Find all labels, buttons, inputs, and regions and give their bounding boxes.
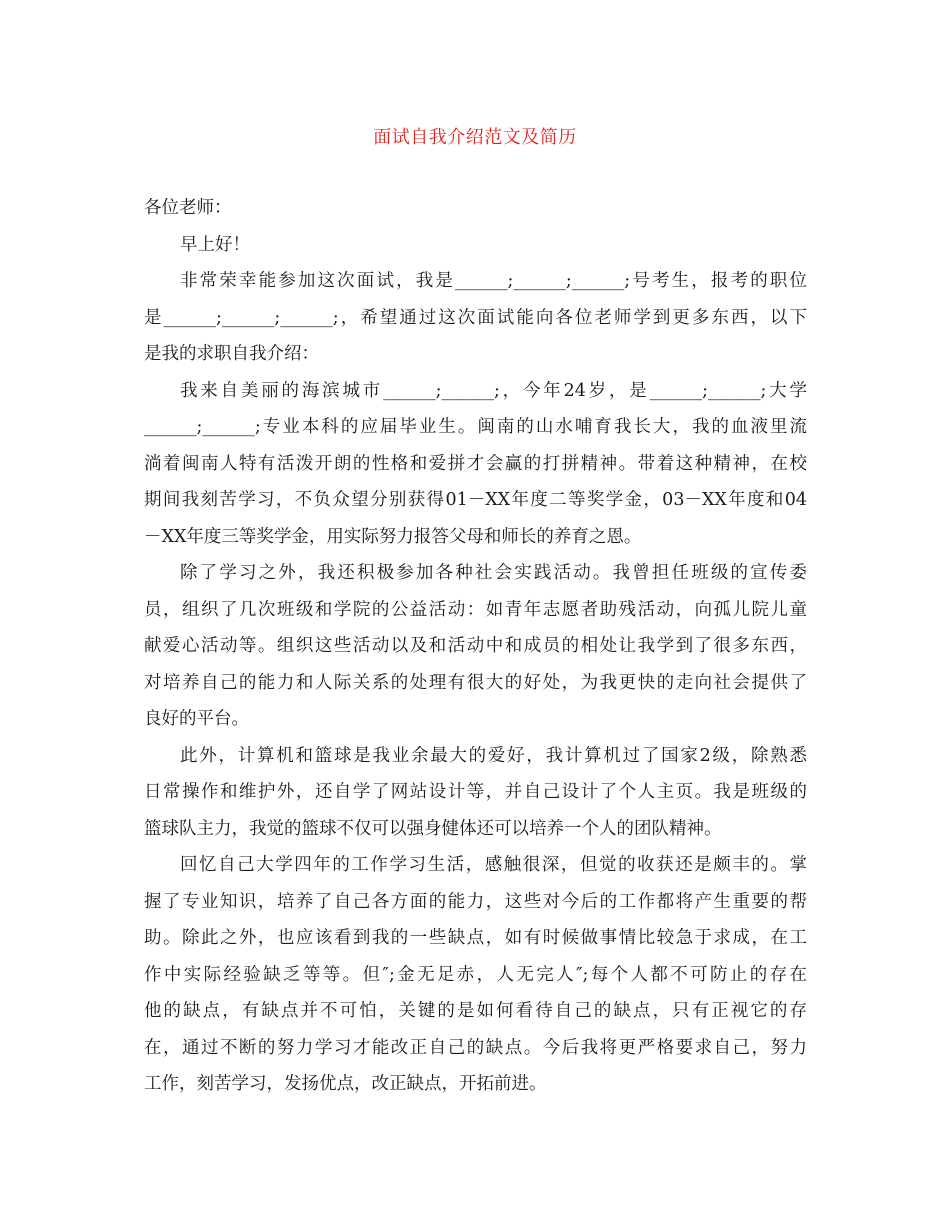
text-line: 回忆自己大学四年的工作学习生活，感触很深，但觉的收获还是颇丰的。掌 (180, 855, 807, 875)
text-line: 是______;______;______;，希望通过这次面试能向各位老师学到更多东西，以下 (144, 307, 807, 328)
text-line: 期间我刻苦学习，不负众望分别获得01－XX年度二等奖学金，03－XX年度和04 (144, 490, 807, 510)
document-body (144, 194, 807, 1107)
text-line: 淌着闽南人特有活泼开朗的性格和爱拼才会赢的打拼精神。带着这种精神，在校 (144, 453, 807, 474)
text-line: 握了专业知识，培养了自己各方面的能力，这些对今后的工作都将产生重要的帮 (144, 891, 807, 912)
text-line: 他的缺点，有缺点并不可怕，关键的是如何看待自己的缺点，只有正视它的存 (144, 1001, 807, 1021)
text-line: 工作，刻苦学习，发扬优点，改正缺点，开拓前进。 (144, 1074, 547, 1094)
text-line: 员，组织了几次班级和学院的公益活动：如青年志愿者助残活动，向孤儿院儿童 (144, 599, 807, 620)
text-line: －XX年度三等奖学金，用实际努力报答父母和师长的养育之恩。 (144, 526, 642, 547)
text-line: 在，通过不断的努力学习才能改正自己的缺点。今后我将更严格要求自己，努力 (144, 1037, 807, 1058)
text-line: 日常操作和维护外，还自学了网站设计等，并自己设计了个人主页。我是班级的 (144, 782, 807, 802)
document-title: 面试自我介绍范文及简历 (373, 127, 577, 148)
text-line: 助。除此之外，也应该看到我的一些缺点，如有时候做事情比较急于求成，在工 (144, 928, 807, 948)
text-line: 是我的求职自我介绍： (144, 344, 319, 364)
text-line: 献爱心活动等。组织这些活动以及和活动中和成员的相处让我学到了很多东西， (144, 636, 807, 656)
text-line: 除了学习之外，我还积极参加各种社会实践活动。我曾担任班级的宣传委 (180, 563, 807, 583)
text-line: 早上好！ (180, 234, 250, 255)
text-line: 作中实际经验缺乏等等。但″;金无足赤，人无完人″;每个人都不可防止的存在 (144, 964, 807, 985)
text-line: 我来自美丽的海滨城市______;______;，今年24岁，是______;______;大学 (180, 380, 807, 401)
text-line: 此外，计算机和篮球是我业余最大的爱好，我计算机过了国家2级，除熟悉 (180, 745, 807, 766)
text-line: 良好的平台。 (144, 709, 249, 729)
text-line: 对培养自己的能力和人际关系的处理有很大的好处，为我更快的走向社会提供了 (144, 672, 807, 693)
text-line: 篮球队主力，我觉的篮球不仅可以强身健体还可以培养一个人的团队精神。 (144, 818, 722, 839)
text-line: ______;______;专业本科的应届毕业生。闽南的山水哺育我长大，我的血液里流 (144, 417, 807, 437)
salutation: 各位老师： (144, 198, 232, 218)
text-line: 非常荣幸能参加这次面试，我是______;______;______;号考生，报考的职位 (180, 271, 807, 291)
